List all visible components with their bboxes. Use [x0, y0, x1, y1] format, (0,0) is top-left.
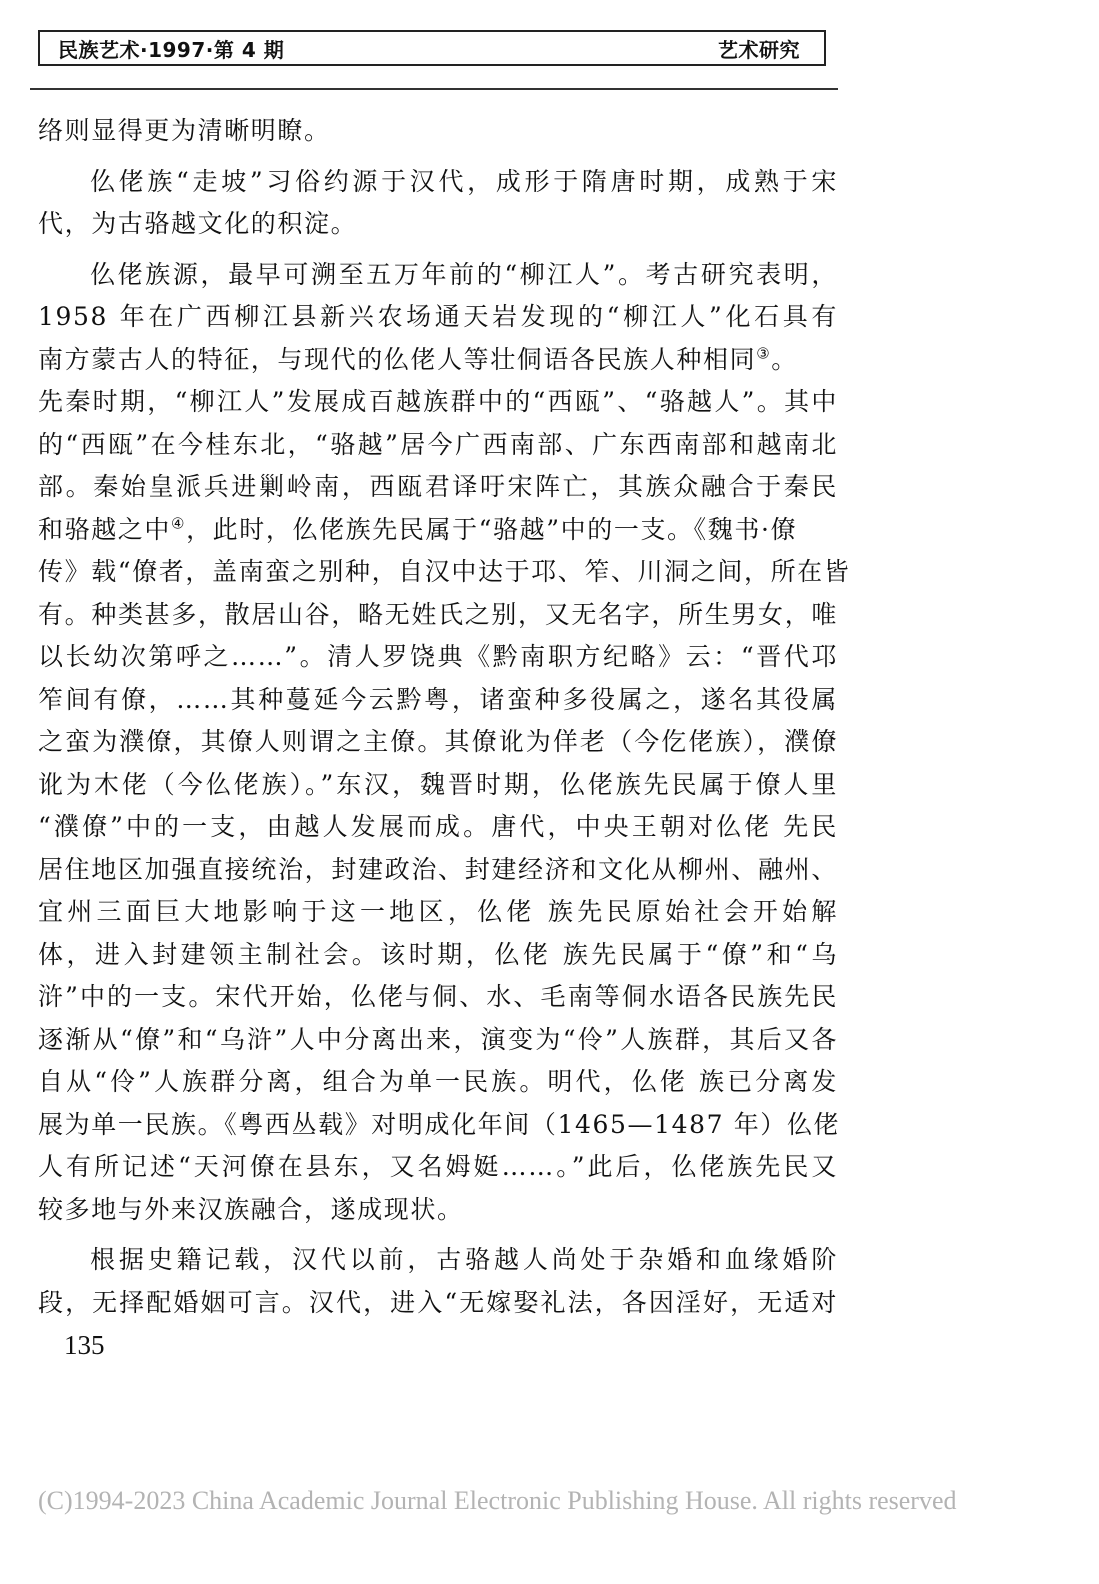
text-line: 展为单一民族。《粤西丛载》对明成化年间（1465—1487 年）仫佬	[38, 1109, 841, 1139]
text-line: 根据史籍记载，汉代以前，古骆越人尚处于杂婚和血缘婚阶	[90, 1245, 838, 1274]
text-line: 1958 年在广西柳江县新兴农场通天岩发现的“柳江人”化石具有	[38, 302, 838, 331]
header-divider	[30, 88, 838, 90]
text-run: 南方蒙古人的特征，与现代的仫佬人等壮侗语各民族人种相同	[38, 344, 757, 374]
text-line: 笮间有僚，……其种蔓延今云黔粤，诸蛮种多役属之，遂名其役属	[38, 684, 838, 714]
text-line: 仫佬族“走坡”习俗约源于汉代，成形于隋唐时期，成熟于宋	[90, 166, 838, 196]
paragraph-gap	[38, 153, 838, 161]
text-run: 和骆越之中	[38, 514, 172, 544]
text-line: “濮僚”中的一支，由越人发展而成。唐代，中央王朝对仫佬 先民	[38, 812, 838, 841]
text-line: 人有所记述“天河僚在县东，又名姆娗……。”此后，仫佬族先民又	[38, 1152, 838, 1181]
text-line: 有。种类甚多，散居山谷，略无姓氏之别，又无名字，所生男女，唯	[38, 599, 838, 629]
text-line: 居住地区加强直接统治，封建政治、封建经济和文化从柳州、融州、	[38, 854, 838, 884]
text-line: 之蛮为濮僚，其僚人则谓之主僚。其僚讹为佯老（今仡佬族），濮僚	[38, 727, 838, 756]
text-run: ，此时，仫佬族先民属于“骆越”中的一支。《魏书·僚	[186, 514, 798, 544]
text-line: 的“西瓯”在今桂东北，“骆越”居今广西南部、广东西南部和越南北	[38, 429, 838, 459]
text-line: 代，为古骆越文化的积淀。	[38, 209, 358, 238]
text-line: 宜州三面巨大地影响于这一地区，仫佬 族先民原始社会开始解	[38, 897, 838, 926]
footnote-ref: ④	[171, 514, 187, 533]
paragraph-gap	[38, 246, 838, 254]
text-line: 仫佬族源，最早可溯至五万年前的“柳江人”。考古研究表明，	[90, 259, 838, 289]
text-run: 。	[771, 344, 798, 374]
article-body	[38, 110, 851, 1324]
text-line: 逐渐从“僚”和“乌浒”人中分离出来，演变为“伶”人族群，其后又各	[38, 1024, 838, 1054]
text-line: 部。秦始皇派兵进剿岭南，西瓯君译吁宋阵亡，其族众融合于秦民	[38, 472, 838, 501]
page-number: 135	[64, 1330, 105, 1360]
text-line: 自从“伶”人族群分离，组合为单一民族。明代，仫佬 族已分离发	[38, 1067, 838, 1096]
copyright-notice: (C)1994-2023 China Academic Journal Electronic Publishing House. All rights reserved	[38, 1486, 957, 1515]
text-line: 较多地与外来汉族融合，遂成现状。	[38, 1194, 464, 1224]
text-line: 传》载“僚者，盖南蛮之别种，自汉中达于邛、笮、川洞之间，所在皆	[38, 557, 851, 586]
section-title: 艺术研究	[718, 37, 800, 62]
text-line: 以长幼次第呼之……”。清人罗饶典《黔南职方纪略》云：“晋代邛	[38, 642, 838, 671]
text-line: 络则显得更为清晰明瞭。	[38, 116, 331, 145]
footnote-ref: ③	[756, 344, 772, 363]
text-line	[38, 339, 838, 382]
text-line: 段，无择配婚姻可言。汉代，进入“无嫁娶礼法，各因淫好，无适对	[38, 1287, 838, 1317]
text-line: 体，进入封建领主制社会。该时期，仫佬 族先民属于“僚”和“乌	[38, 939, 838, 969]
text-line: 先秦时期，“柳江人”发展成百越族群中的“西瓯”、“骆越人”。其中	[38, 387, 838, 416]
journal-title: 民族艺术·1997·第 4 期	[58, 37, 285, 62]
text-line: 讹为木佬（今仫佬族）。”东汉，魏晋时期，仫佬族先民属于僚人里	[38, 769, 838, 799]
text-line: 浒”中的一支。宋代开始，仫佬与侗、水、毛南等侗水语各民族先民	[38, 982, 838, 1011]
paragraph-gap	[38, 1231, 838, 1239]
text-line	[38, 509, 838, 552]
running-header	[38, 30, 826, 66]
